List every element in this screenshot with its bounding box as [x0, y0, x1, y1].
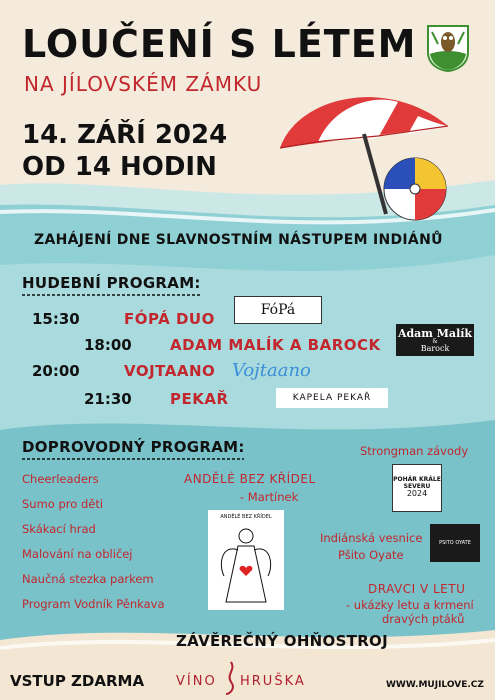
andele-bez-kridel-logo — [208, 510, 284, 610]
dravci-line2: dravých ptáků — [382, 612, 465, 626]
pohar-logo-year: 2024 — [406, 489, 428, 499]
angel-program-title: ANDĚLÉ BEZ KŘÍDEL — [184, 472, 316, 486]
vojtaano-logo: Vojtaano — [232, 360, 311, 381]
finale-fireworks: ZÁVĚREČNÝ OHŇOSTROJ — [176, 632, 388, 650]
strongman-label: Strongman závody — [360, 444, 469, 458]
adam-malik-logo — [396, 324, 474, 356]
dravci-line1: - ukázky letu a krmení — [346, 598, 474, 612]
pohar-line1: POHÁR KRÁLE — [393, 476, 441, 483]
music-time-4: 21:30 — [84, 390, 132, 408]
angel-icon — [216, 524, 276, 606]
vino-hruska-logo-icon — [224, 660, 238, 696]
fopa-logo — [234, 296, 322, 324]
indian-village-name: Pšito Oyate — [338, 548, 404, 562]
kapela-pekar-logo — [276, 388, 388, 408]
poster-subtitle: NA JÍLOVSKÉM ZÁMKU — [24, 72, 263, 96]
adam-malik-logo-amp: & — [432, 337, 438, 345]
psito-oyate-logo — [430, 524, 480, 562]
event-time: OD 14 HODIN — [22, 152, 217, 182]
barock-logo-text: Barock — [420, 343, 450, 353]
opening-announcement: ZAHÁJENÍ DNE SLAVNOSTNÍM NÁSTUPEM INDIÁNŮ — [34, 232, 443, 248]
supporting-item-5: Naučná stezka parkem — [22, 572, 154, 586]
indian-village-label: Indiánská vesnice — [320, 531, 423, 545]
supporting-item-3: Skákací hrad — [22, 522, 96, 536]
music-time-3: 20:00 — [32, 362, 80, 380]
music-program-heading: HUDEBNÍ PROGRAM: — [22, 274, 201, 292]
psito-logo-text: PSITO OYATE — [439, 540, 471, 546]
music-time-1: 15:30 — [32, 310, 80, 328]
pohar-line2: SEVERU — [403, 482, 431, 490]
kapela-pekar-logo-text: KAPELA PEKAŘ — [292, 393, 372, 403]
event-date: 14. ZÁŘÍ 2024 — [22, 120, 228, 150]
angel-logo-text: ANDĚLÉ BEZ KŘÍDEL — [220, 514, 272, 520]
supporting-item-2: Sumo pro děti — [22, 497, 104, 511]
beach-ball-icon — [382, 156, 448, 222]
heading-underline — [22, 293, 202, 297]
free-entry: VSTUP ZDARMA — [10, 672, 145, 690]
adam-malik-logo-text: Adam Malík — [397, 326, 473, 340]
music-act-3: VOJTAANO — [124, 362, 216, 380]
music-act-1: FÓPÁ DUO — [124, 310, 215, 328]
poster-title: LOUČENÍ S LÉTEM — [22, 22, 417, 66]
music-act-2: ADAM MALÍK A BAROCK — [170, 336, 381, 354]
music-act-4: PEKAŘ — [170, 390, 229, 408]
fopa-logo-text: FóPá — [260, 302, 296, 318]
supporting-program-heading: DOPROVODNÝ PROGRAM: — [22, 438, 245, 456]
supporting-item-6: Program Vodník Pěnkava — [22, 597, 165, 611]
dravci-title: DRAVCI V LETU — [368, 582, 466, 596]
sponsor-hruska: HRUŠKA — [240, 674, 306, 689]
supporting-item-4: Malování na obličej — [22, 547, 133, 561]
music-time-2: 18:00 — [84, 336, 132, 354]
coat-of-arms-owl-icon — [426, 24, 470, 72]
sponsor-vino: VÍNO — [176, 674, 217, 689]
heading-underline — [22, 457, 244, 461]
website-link[interactable]: WWW.MUJILOVE.CZ — [386, 680, 484, 690]
angel-program-subtitle: - Martínek — [240, 490, 299, 504]
pohar-krale-severu-logo — [392, 464, 442, 512]
supporting-item-1: Cheerleaders — [22, 472, 99, 486]
